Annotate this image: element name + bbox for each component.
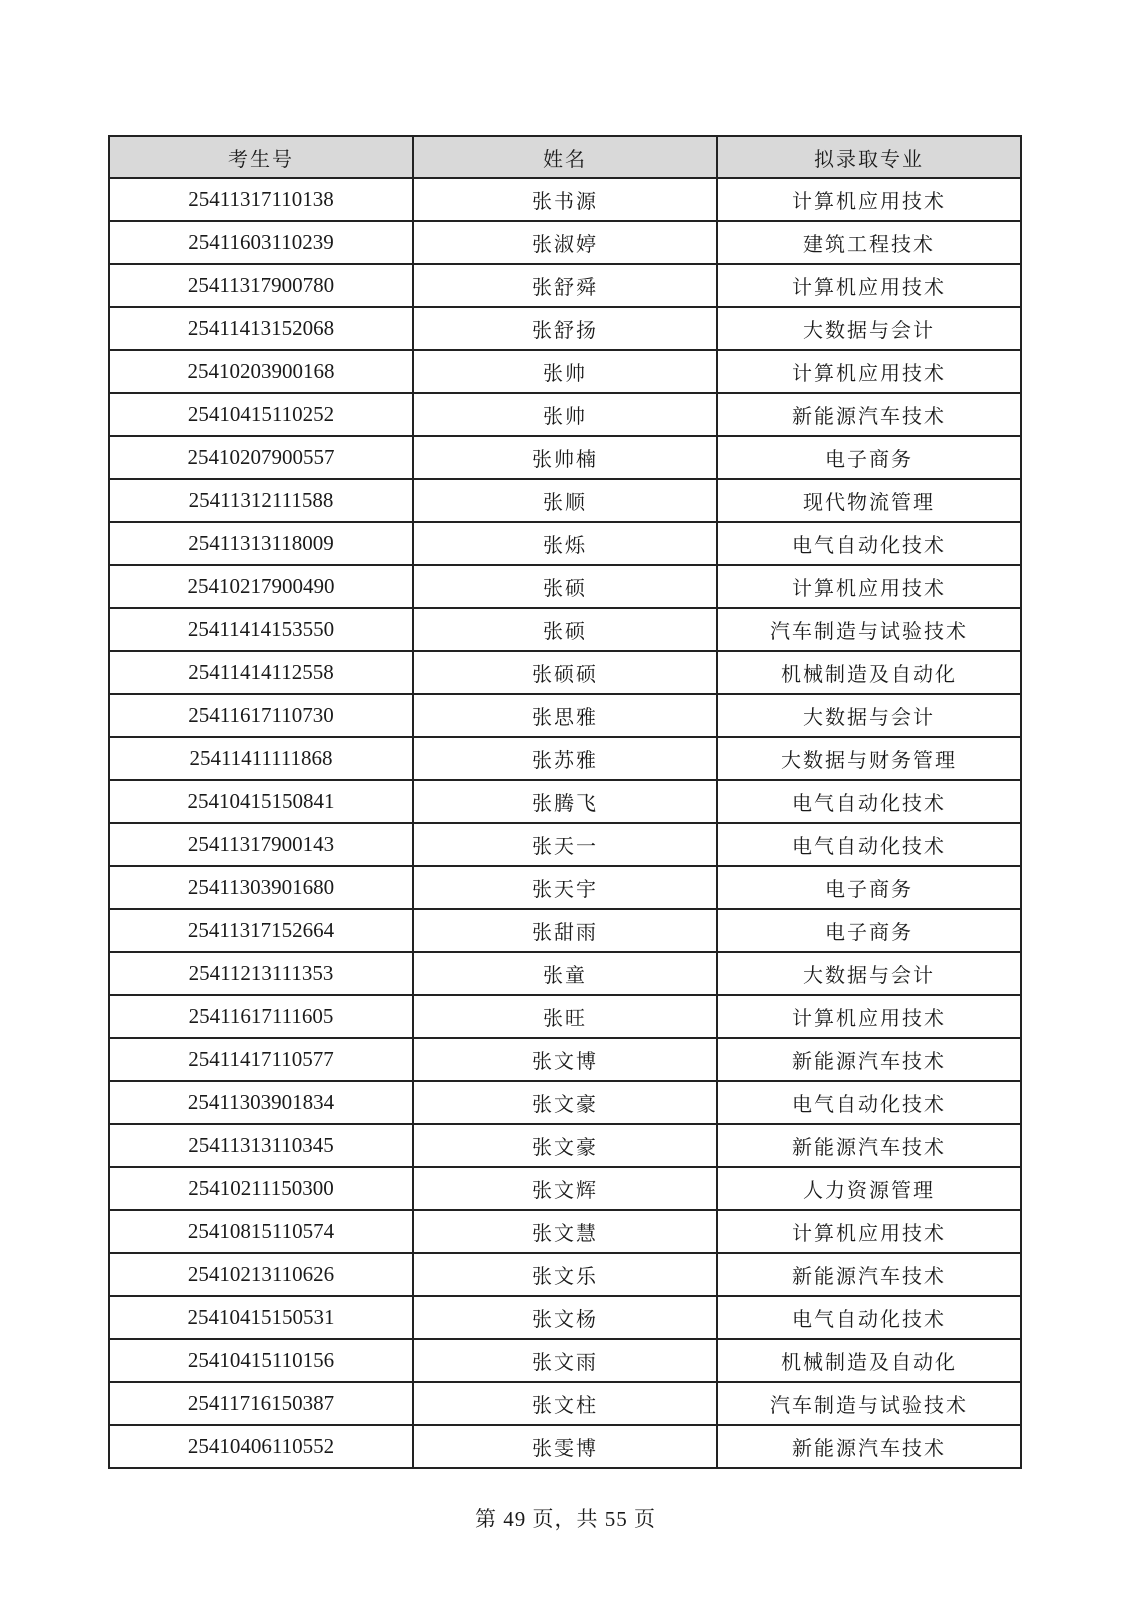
name-cell: 张帅楠 — [413, 436, 717, 479]
exam-id-cell: 25410415110252 — [109, 393, 413, 436]
major-cell: 建筑工程技术 — [717, 221, 1021, 264]
table-row — [109, 780, 1021, 823]
header-row — [109, 136, 1021, 178]
name-cell: 张文柱 — [413, 1382, 717, 1425]
name-cell: 张雯博 — [413, 1425, 717, 1468]
name-cell: 张硕硕 — [413, 651, 717, 694]
exam-id-cell: 25411716150387 — [109, 1382, 413, 1425]
table-row — [109, 1382, 1021, 1425]
major-cell: 电气自动化技术 — [717, 780, 1021, 823]
name-cell: 张顺 — [413, 479, 717, 522]
major-cell: 电子商务 — [717, 436, 1021, 479]
exam-id-cell: 25410415110156 — [109, 1339, 413, 1382]
major-cell: 电气自动化技术 — [717, 823, 1021, 866]
table-row — [109, 393, 1021, 436]
table-header — [109, 136, 1021, 178]
table-row — [109, 221, 1021, 264]
exam-id-cell: 25410815110574 — [109, 1210, 413, 1253]
name-cell: 张甜雨 — [413, 909, 717, 952]
table-row — [109, 1167, 1021, 1210]
major-cell: 汽车制造与试验技术 — [717, 608, 1021, 651]
major-cell: 机械制造及自动化 — [717, 1339, 1021, 1382]
exam-id-cell: 25410213110626 — [109, 1253, 413, 1296]
name-cell: 张天宇 — [413, 866, 717, 909]
name-cell: 张旺 — [413, 995, 717, 1038]
table-row — [109, 264, 1021, 307]
name-cell: 张文杨 — [413, 1296, 717, 1339]
exam-id-cell: 25410415150841 — [109, 780, 413, 823]
column-header-major: 拟录取专业 — [717, 136, 1021, 178]
table-row — [109, 952, 1021, 995]
exam-id-cell: 25411213111353 — [109, 952, 413, 995]
name-cell: 张童 — [413, 952, 717, 995]
exam-id-cell: 25411417110577 — [109, 1038, 413, 1081]
table-row — [109, 1339, 1021, 1382]
column-header-name: 姓名 — [413, 136, 717, 178]
table-row — [109, 608, 1021, 651]
table-row — [109, 651, 1021, 694]
exam-id-cell: 25411617110730 — [109, 694, 413, 737]
name-cell: 张硕 — [413, 565, 717, 608]
name-cell: 张舒扬 — [413, 307, 717, 350]
exam-id-cell: 25410211150300 — [109, 1167, 413, 1210]
name-cell: 张文豪 — [413, 1081, 717, 1124]
name-cell: 张硕 — [413, 608, 717, 651]
name-cell: 张烁 — [413, 522, 717, 565]
table-row — [109, 436, 1021, 479]
exam-id-cell: 25410207900557 — [109, 436, 413, 479]
major-cell: 计算机应用技术 — [717, 1210, 1021, 1253]
name-cell: 张文慧 — [413, 1210, 717, 1253]
table-row — [109, 866, 1021, 909]
exam-id-cell: 25411317900143 — [109, 823, 413, 866]
exam-id-cell: 25411313110345 — [109, 1124, 413, 1167]
exam-id-cell: 25410415150531 — [109, 1296, 413, 1339]
exam-id-cell: 25411603110239 — [109, 221, 413, 264]
major-cell: 电气自动化技术 — [717, 1081, 1021, 1124]
exam-id-cell: 25411303901834 — [109, 1081, 413, 1124]
major-cell: 电子商务 — [717, 866, 1021, 909]
table-row — [109, 1081, 1021, 1124]
major-cell: 新能源汽车技术 — [717, 1124, 1021, 1167]
major-cell: 新能源汽车技术 — [717, 1425, 1021, 1468]
major-cell: 大数据与会计 — [717, 952, 1021, 995]
name-cell: 张文博 — [413, 1038, 717, 1081]
exam-id-cell: 25411317110138 — [109, 178, 413, 221]
major-cell: 大数据与会计 — [717, 694, 1021, 737]
major-cell: 汽车制造与试验技术 — [717, 1382, 1021, 1425]
major-cell: 电气自动化技术 — [717, 522, 1021, 565]
table-row — [109, 350, 1021, 393]
exam-id-cell: 25411312111588 — [109, 479, 413, 522]
table-row — [109, 909, 1021, 952]
admission-table — [108, 135, 1022, 1469]
major-cell: 计算机应用技术 — [717, 995, 1021, 1038]
exam-id-cell: 25410406110552 — [109, 1425, 413, 1468]
table-row — [109, 1425, 1021, 1468]
major-cell: 现代物流管理 — [717, 479, 1021, 522]
table-row — [109, 307, 1021, 350]
exam-id-cell: 25411414112558 — [109, 651, 413, 694]
column-header-exam-id: 考生号 — [109, 136, 413, 178]
name-cell: 张文乐 — [413, 1253, 717, 1296]
exam-id-cell: 25411317152664 — [109, 909, 413, 952]
exam-id-cell: 25411313118009 — [109, 522, 413, 565]
major-cell: 计算机应用技术 — [717, 565, 1021, 608]
table-body — [109, 178, 1021, 1468]
name-cell: 张文辉 — [413, 1167, 717, 1210]
name-cell: 张腾飞 — [413, 780, 717, 823]
major-cell: 大数据与会计 — [717, 307, 1021, 350]
exam-id-cell: 25411303901680 — [109, 866, 413, 909]
name-cell: 张文豪 — [413, 1124, 717, 1167]
exam-id-cell: 25410203900168 — [109, 350, 413, 393]
table-row — [109, 522, 1021, 565]
name-cell: 张书源 — [413, 178, 717, 221]
table-row — [109, 823, 1021, 866]
table-row — [109, 1210, 1021, 1253]
major-cell: 计算机应用技术 — [717, 350, 1021, 393]
major-cell: 新能源汽车技术 — [717, 1038, 1021, 1081]
table-row — [109, 995, 1021, 1038]
name-cell: 张淑婷 — [413, 221, 717, 264]
table-row — [109, 1253, 1021, 1296]
name-cell: 张帅 — [413, 350, 717, 393]
name-cell: 张思雅 — [413, 694, 717, 737]
name-cell: 张舒舜 — [413, 264, 717, 307]
major-cell: 大数据与财务管理 — [717, 737, 1021, 780]
major-cell: 计算机应用技术 — [717, 178, 1021, 221]
name-cell: 张天一 — [413, 823, 717, 866]
page-number: 第 49 页，共 55 页 — [475, 1507, 656, 1531]
exam-id-cell: 25411411111868 — [109, 737, 413, 780]
table-row — [109, 1038, 1021, 1081]
exam-id-cell: 25410217900490 — [109, 565, 413, 608]
major-cell: 人力资源管理 — [717, 1167, 1021, 1210]
name-cell: 张帅 — [413, 393, 717, 436]
name-cell: 张苏雅 — [413, 737, 717, 780]
name-cell: 张文雨 — [413, 1339, 717, 1382]
exam-id-cell: 25411414153550 — [109, 608, 413, 651]
exam-id-cell: 25411617111605 — [109, 995, 413, 1038]
major-cell: 电气自动化技术 — [717, 1296, 1021, 1339]
major-cell: 新能源汽车技术 — [717, 393, 1021, 436]
exam-id-cell: 25411413152068 — [109, 307, 413, 350]
major-cell: 机械制造及自动化 — [717, 651, 1021, 694]
table-row — [109, 178, 1021, 221]
table-row — [109, 565, 1021, 608]
table-row — [109, 694, 1021, 737]
major-cell: 电子商务 — [717, 909, 1021, 952]
exam-id-cell: 25411317900780 — [109, 264, 413, 307]
table-row — [109, 1296, 1021, 1339]
major-cell: 计算机应用技术 — [717, 264, 1021, 307]
table-row — [109, 1124, 1021, 1167]
table-row — [109, 737, 1021, 780]
major-cell: 新能源汽车技术 — [717, 1253, 1021, 1296]
table-row — [109, 479, 1021, 522]
